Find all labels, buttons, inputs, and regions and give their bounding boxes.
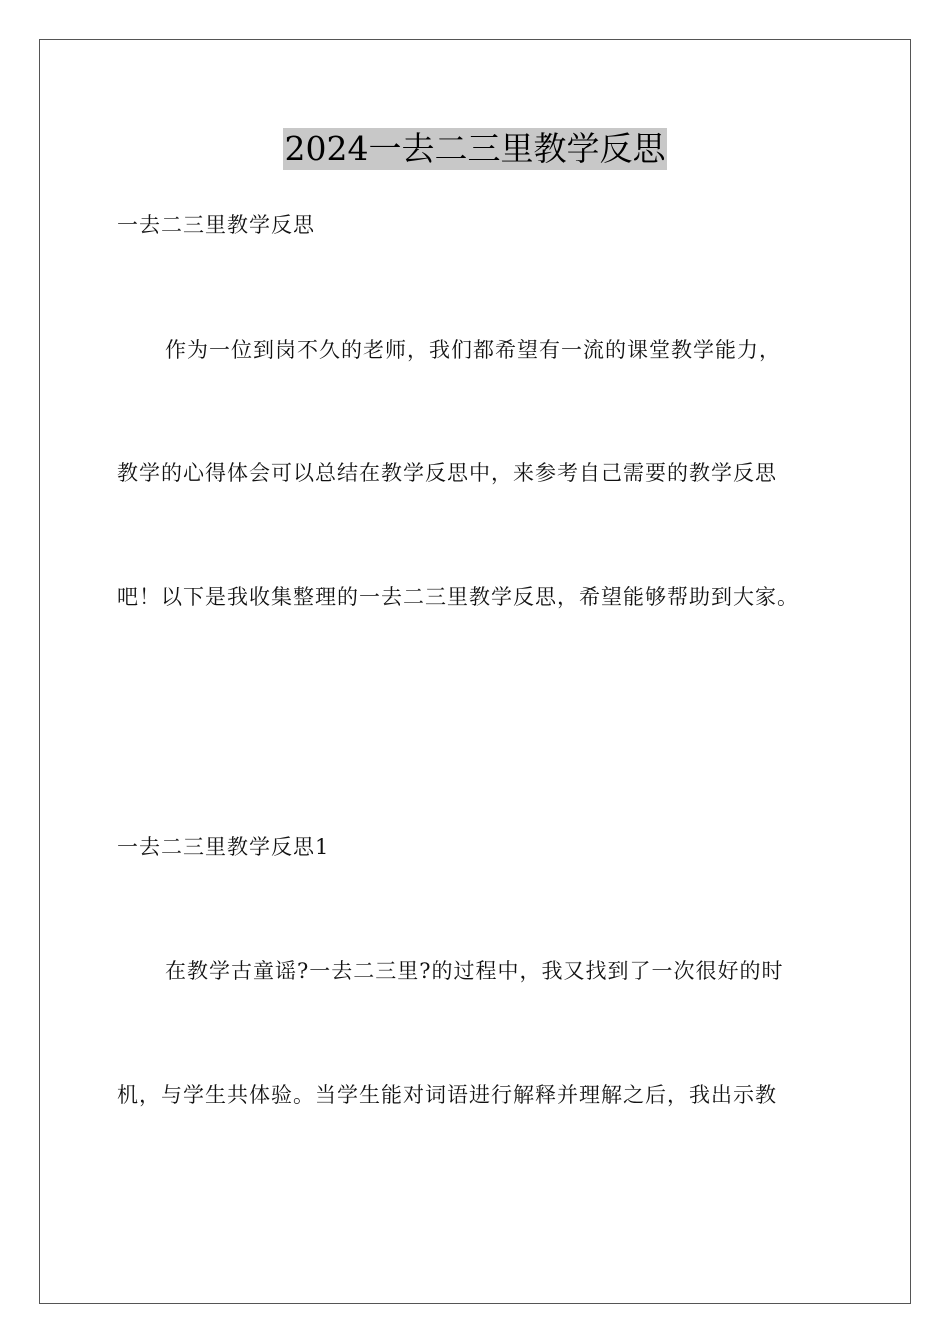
section-line-2: 机，与学生共体验。当学生能对词语进行解释并理解之后，我出示教 bbox=[117, 1083, 777, 1107]
intro-line-1: 作为一位到岗不久的老师，我们都希望有一流的课堂教学能力， bbox=[165, 338, 781, 362]
document-title: 2024一去二三里教学反思 bbox=[284, 129, 666, 168]
document-subtitle: 一去二三里教学反思 bbox=[117, 213, 315, 237]
title-wrap bbox=[0, 128, 950, 170]
section-line-1: 在教学古童谣?一去二三里?的过程中，我又找到了一次很好的时 bbox=[165, 959, 784, 983]
intro-line-2: 教学的心得体会可以总结在教学反思中，来参考自己需要的教学反思 bbox=[117, 461, 777, 485]
section-heading: 一去二三里教学反思1 bbox=[117, 835, 330, 859]
intro-line-3: 吧！以下是我收集整理的一去二三里教学反思，希望能够帮助到大家。 bbox=[117, 585, 799, 609]
